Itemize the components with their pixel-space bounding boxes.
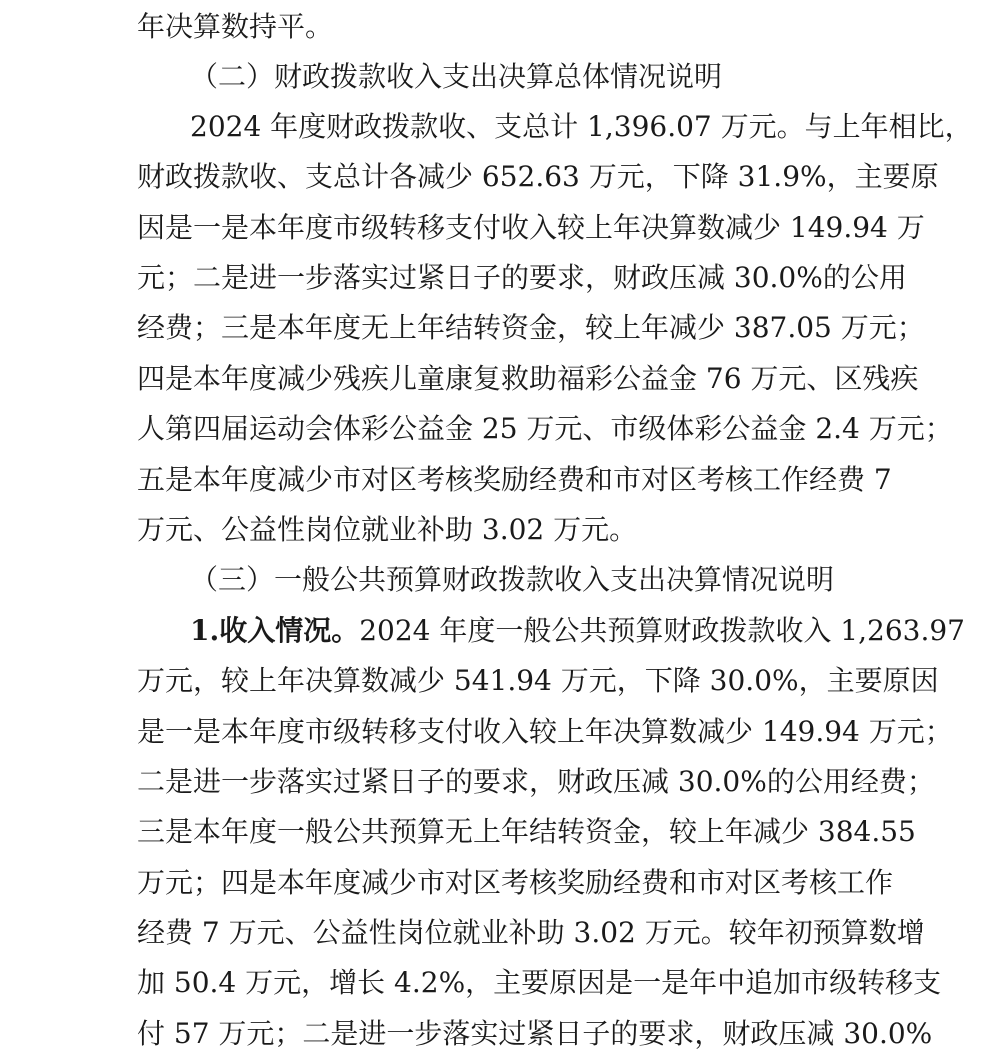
body-text-line: 2024 年度一般公共预算财政拨款收入 1,263.97 bbox=[359, 614, 965, 647]
body-text-line: 元；二是进一步落实过紧日子的要求，财政压减 30.0%的公用 bbox=[137, 261, 907, 294]
body-text-line: 是一是本年度市级转移支付收入较上年决算数减少 149.94 万元； bbox=[137, 715, 953, 748]
body-text-line: 四是本年度减少残疾儿童康复救助福彩公益金 76 万元、区残疾 bbox=[137, 362, 919, 395]
body-text-line: 加 50.4 万元，增长 4.2%，主要原因是一是年中追加市级转移支 bbox=[137, 966, 942, 999]
paragraph-first-line bbox=[190, 614, 965, 648]
body-text-line: 因是一是本年度市级转移支付收入较上年决算数减少 149.94 万 bbox=[137, 211, 925, 244]
body-text-line: 万元，较上年决算数减少 541.94 万元，下降 30.0%，主要原因 bbox=[137, 664, 939, 697]
body-text-line: 二是进一步落实过紧日子的要求，财政压减 30.0%的公用经费； bbox=[137, 765, 935, 798]
body-text-line: 2024 年度财政拨款收、支总计 1,396.07 万元。与上年相比， bbox=[190, 110, 973, 143]
body-text-line: 万元；四是本年度减少市对区考核奖励经费和市对区考核工作 bbox=[137, 866, 894, 899]
body-text-line: 经费；三是本年度无上年结转资金，较上年减少 387.05 万元； bbox=[137, 311, 925, 344]
body-text-line: 人第四届运动会体彩公益金 25 万元、市级体彩公益金 2.4 万元； bbox=[137, 412, 953, 445]
body-text-line: 万元、公益性岗位就业补助 3.02 万元。 bbox=[137, 513, 638, 546]
body-text-line: 付 57 万元；二是进一步落实过紧日子的要求，财政压减 30.0% bbox=[137, 1017, 933, 1050]
income-subheading: 1.收入情况。 bbox=[190, 614, 360, 647]
body-text-line: 五是本年度减少市对区考核奖励经费和市对区考核工作经费 7 bbox=[137, 463, 892, 496]
body-text-line: 三是本年度一般公共预算无上年结转资金，较上年减少 384.55 bbox=[137, 815, 916, 848]
body-text-line: 经费 7 万元、公益性岗位就业补助 3.02 万元。较年初预算数增 bbox=[137, 916, 925, 949]
body-text-line: 年决算数持平。 bbox=[137, 10, 334, 43]
section-heading-3: （三）一般公共预算财政拨款收入支出决算情况说明 bbox=[190, 563, 835, 596]
section-heading-2: （二）财政拨款收入支出决算总体情况说明 bbox=[190, 60, 723, 93]
body-text-line: 财政拨款收、支总计各减少 652.63 万元，下降 31.9%，主要原 bbox=[137, 160, 939, 193]
